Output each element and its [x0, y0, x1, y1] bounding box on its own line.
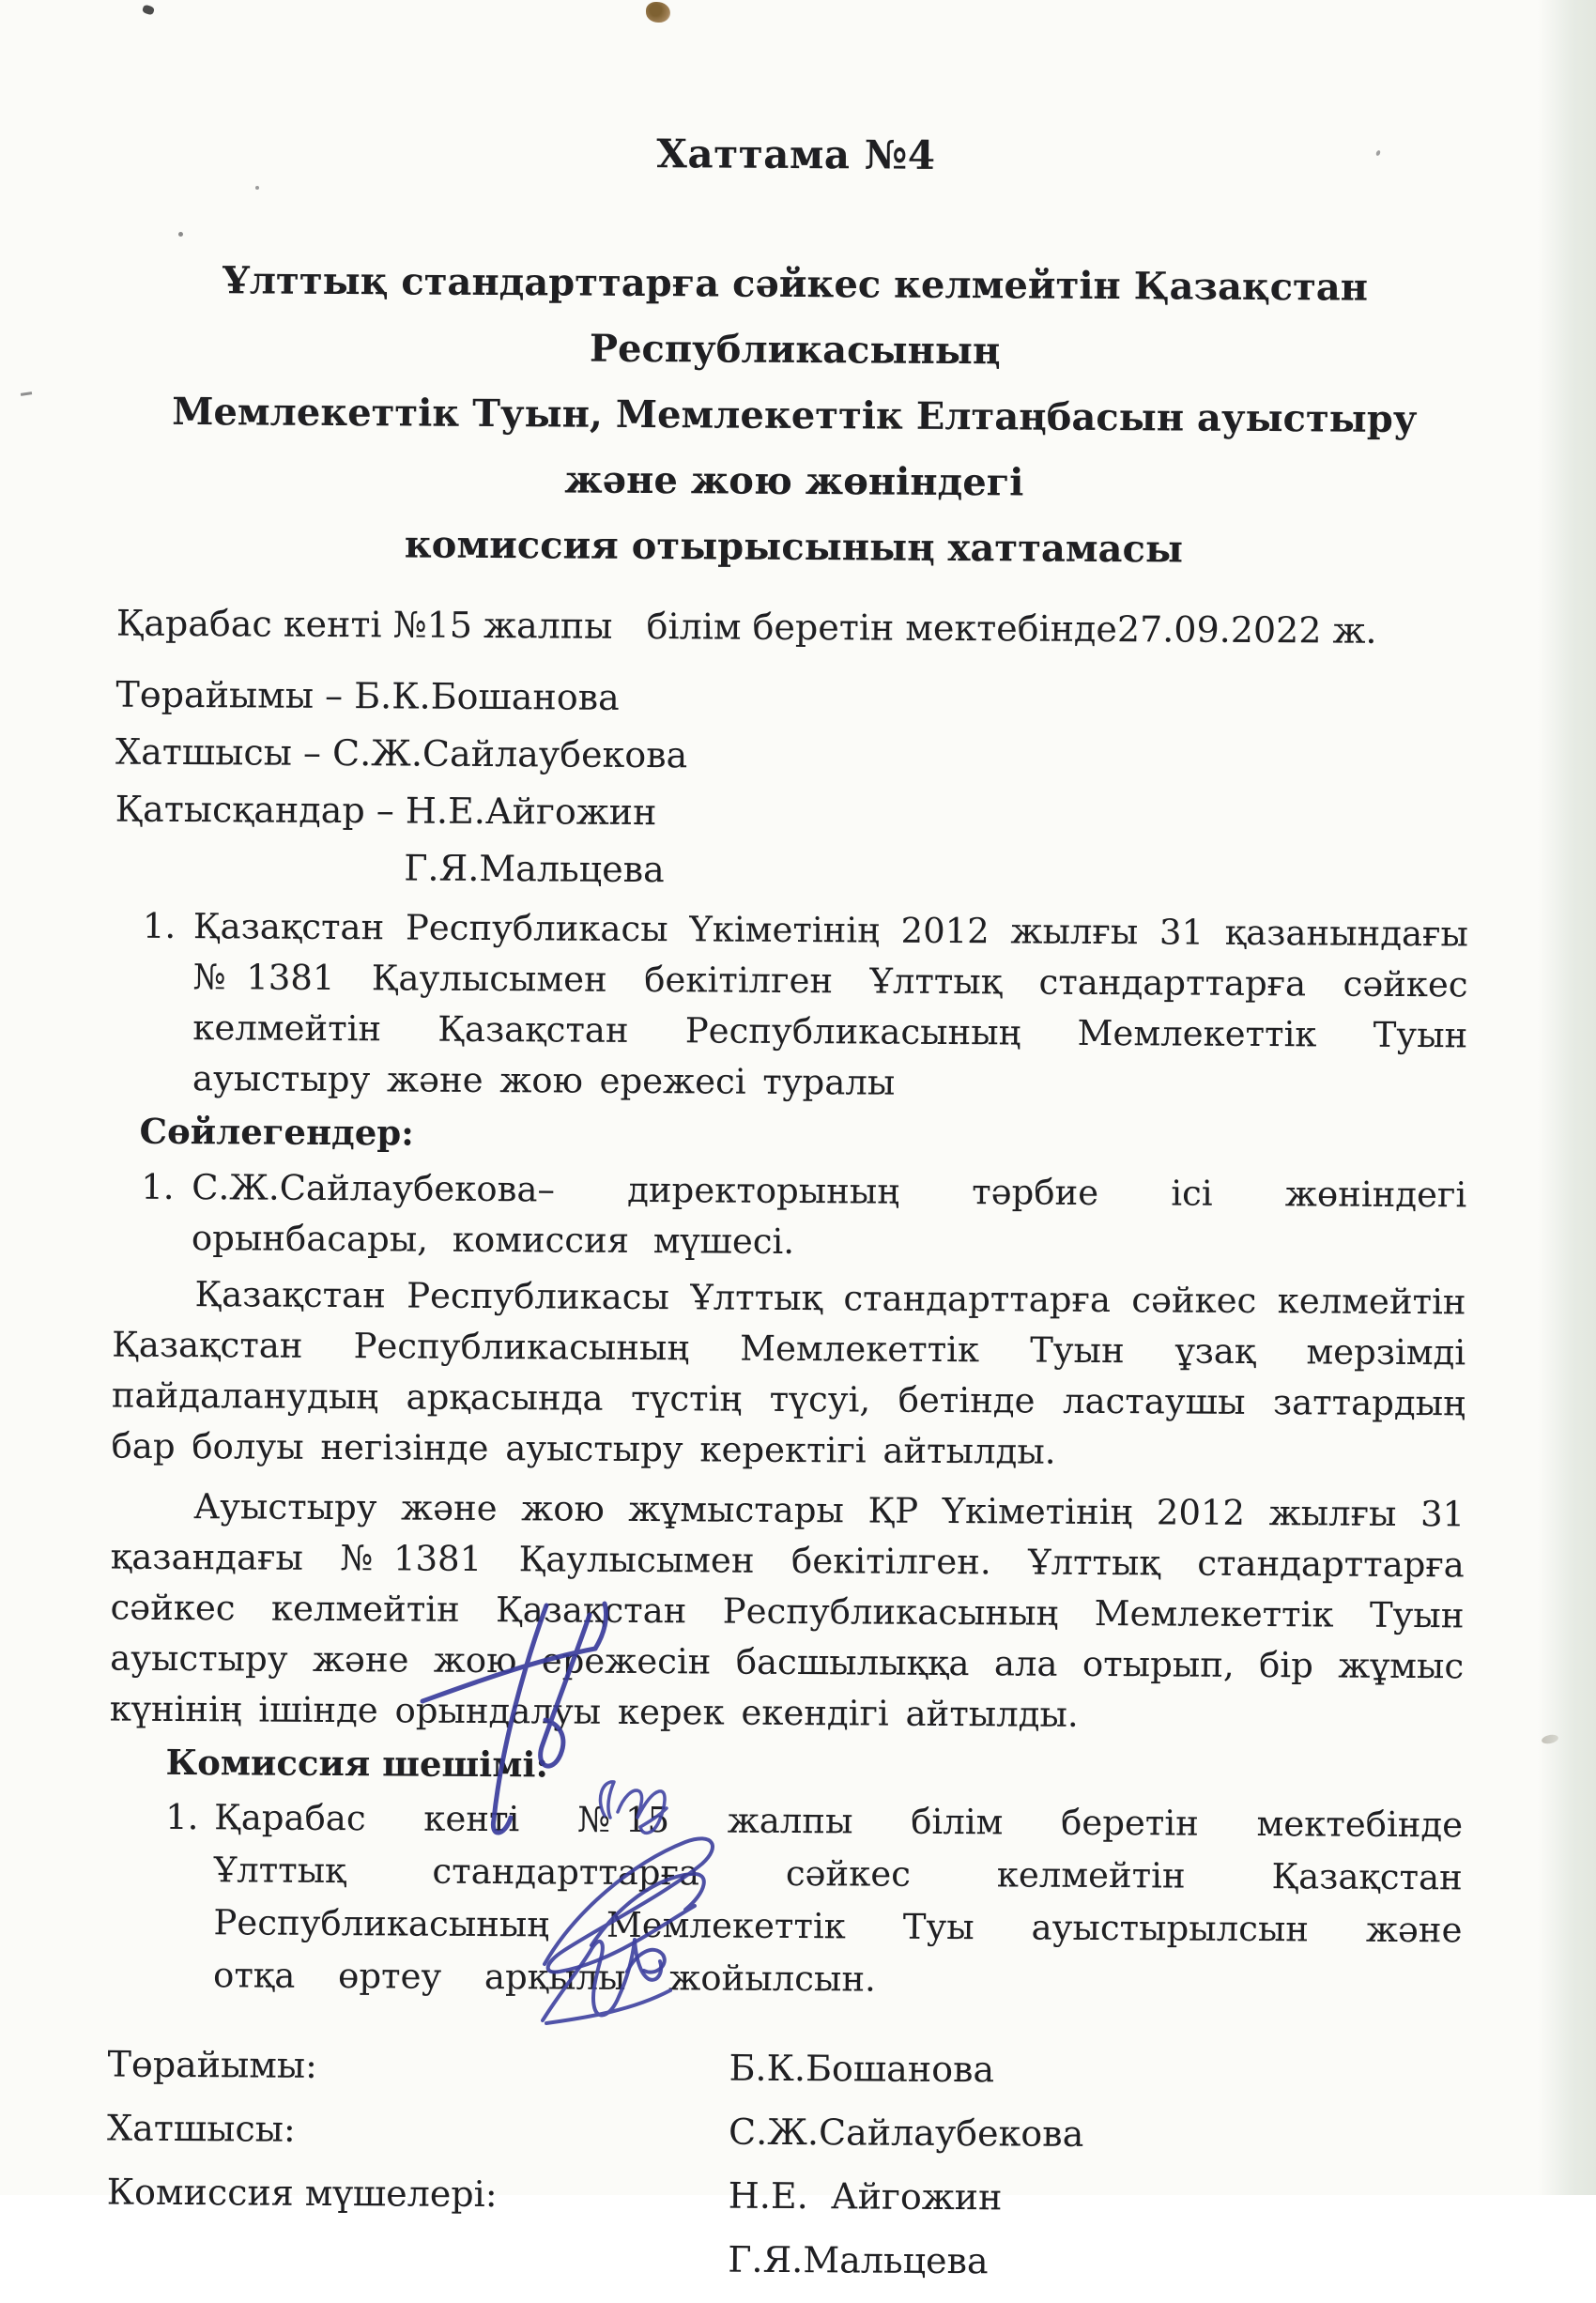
decision-heading: Комиссия шешімі:: [165, 1741, 549, 1786]
signature-row-secretary: [107, 2103, 1461, 2175]
speaker-item-1: [113, 1162, 1467, 1272]
signature-label-chair: Төрайымы:: [107, 2043, 318, 2086]
attendee-2: Г.Я.Мальцева: [404, 847, 665, 891]
secretary-line: Хатшысы – С.Ж.Сайлаубекова: [115, 730, 688, 776]
decision-item-1-text: Қарабас кенті №15 жалпы білім беретін мектебінде Ұлттық стандарттарға сәйкес келмейтін Қазақстан Республикасының Мемлекеттік Туы ауыстырылсын және отқа өртеу арқылы жойылсын.: [213, 1797, 1464, 2000]
agenda-item-1-number: 1.: [142, 905, 176, 946]
signature-name-chair: Б.К.Бошанова: [729, 2047, 995, 2091]
heading-line-3: комиссия отырысының хаттамасы: [404, 522, 1184, 572]
speaker-item-1-text: С.Ж.Сайлаубекова– директорының тәрбие ісі жөніндегі орынбасары, комиссия мүшесі.: [191, 1167, 1467, 1263]
attendees-line: Қатысқандар – Н.Е.Айгожин: [115, 788, 657, 834]
meta-line: [116, 601, 1470, 654]
speaker-item-1-number: 1.: [141, 1166, 175, 1207]
signature-row-member-2: [106, 2231, 1460, 2303]
agenda-item-1-text: Қазақстан Республикасы Үкіметінің 2012 жылғы 31 қазанындағы №1381 Қаулысымен бекітілген Ұлттық стандарттарға сәйкес келмейтін Қазақстан Республикасының Мемлекеттік Туын ауыстыру және жою ережесі туралы: [192, 906, 1469, 1103]
agenda-item-1: [114, 901, 1468, 1113]
chair-line: Төрайымы – Б.К.Бошанова: [115, 673, 620, 718]
signature-name-member-1: Н.Е. Айгожин: [728, 2174, 1003, 2219]
signature-row-member-1: [106, 2167, 1460, 2239]
speakers-heading: Сөйлегендер:: [139, 1110, 414, 1154]
protocol-date: 27.09.2022 ж.: [1116, 608, 1377, 652]
decision-item-1-number: 1.: [165, 1796, 199, 1838]
heading-line-2: Мемлекеттік Туын, Мемлекеттік Елтаңбасын ауыстыру және жою жөніндегі: [172, 389, 1418, 505]
heading-line-1: Ұлттық стандарттарға сәйкес келмейтін Қазақстан Республикасының: [223, 258, 1369, 374]
signature-label-empty: [106, 2268, 728, 2272]
signature-label-secretary: Хатшысы:: [107, 2107, 296, 2150]
body-paragraph-1: Қазақстан Республикасы Ұлттық стандарттарға сәйкес келмейтін Қазақстан Республикасының Мемлекеттік Туын ұзақ мерзімді пайдаланудың арқасында түстің түсуі, бетінде ластаушы заттардың бар болуы негізінде ауыстыру керектігі айтылды.: [111, 1274, 1466, 1472]
signature-name-member-2: Г.Я.Мальцева: [728, 2238, 989, 2282]
signature-name-secretary: С.Ж.Сайлаубекова: [728, 2111, 1084, 2155]
decision-item-1: [108, 1791, 1463, 2010]
school-location: Қарабас кенті №15 жалпы білім беретін мектебінде: [115, 602, 1118, 651]
participants-block: [115, 667, 1469, 904]
document-title: Хаттама №4: [656, 131, 936, 178]
signature-block: [106, 2039, 1462, 2303]
signature-label-members: Комиссия мүшелері:: [106, 2171, 498, 2216]
signature-row-chair: [107, 2039, 1461, 2111]
body-paragraph-2: Ауыстыру және жою жұмыстары ҚР Үкіметінің 2012 жылғы 31 қазандағы №1381 Қаулысымен бекітілген. Ұлттық стандарттарға сәйкес келмейтін Қазақстан Республикасының Мемлекеттік Туын ауыстыру және жою ережесін басшылыққа ала отырып, бір жұмыс күнінің ішінде орындалуы керек екендігі айтылды.: [109, 1486, 1466, 1735]
document-heading: [116, 248, 1472, 585]
